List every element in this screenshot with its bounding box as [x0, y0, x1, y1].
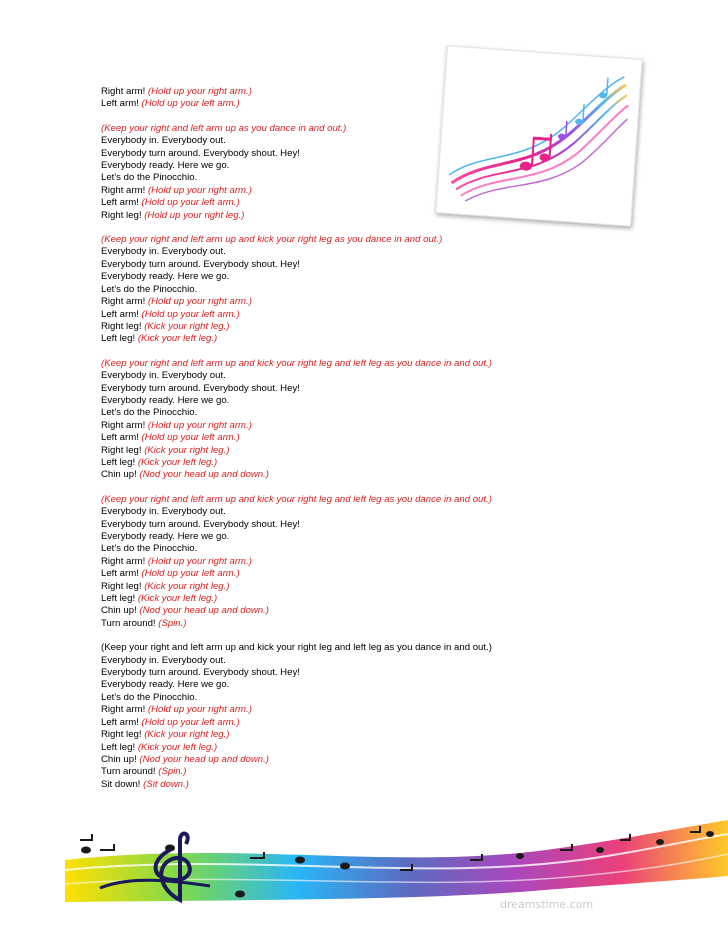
lyric-line [101, 543, 571, 555]
lyric-text: Everybody in. Everybody out. [101, 506, 226, 518]
lyric-line [101, 309, 571, 321]
stanza [101, 494, 571, 630]
action-instruction: (Hold up your right arm.) [147, 184, 252, 196]
lyric-text: Right leg! [101, 320, 145, 332]
lyric-line [101, 742, 571, 754]
lyric-line [101, 531, 571, 543]
lyric-text: Everybody ready. Here we go. [101, 271, 230, 283]
action-instruction: (Kick your left leg.) [137, 333, 218, 345]
action-instruction: (Hold up your left arm.) [141, 716, 240, 728]
lyric-text: Everybody in. Everybody out. [101, 246, 226, 258]
stanza [101, 642, 571, 791]
lyric-line [101, 358, 571, 370]
lyric-line [101, 407, 571, 419]
lyric-line [101, 717, 571, 729]
lyric-line [101, 284, 571, 296]
action-instruction: (Nod your head up and down.) [139, 469, 270, 481]
lyric-line [101, 333, 571, 345]
action-instruction: (Kick your right leg.) [144, 444, 230, 456]
rainbow-music-banner [0, 820, 728, 942]
lyric-line [101, 246, 571, 258]
stanza [101, 234, 571, 346]
lyric-line [101, 704, 571, 716]
action-instruction: (Hold up your left arm.) [141, 432, 240, 444]
action-instruction: (Kick your left leg.) [137, 593, 218, 605]
lyric-line [101, 271, 571, 283]
lyric-line [101, 605, 571, 617]
lyric-text: Left leg! [101, 456, 138, 468]
lyric-line [101, 568, 571, 580]
lyric-text: Left arm! [101, 308, 142, 320]
lyric-text: Sit down! [101, 778, 144, 790]
lyric-line [101, 581, 571, 593]
watermark: dreamstime.com [500, 898, 594, 911]
lyric-line [101, 655, 571, 667]
action-instruction: (Nod your head up and down.) [139, 753, 270, 765]
action-instruction: (Hold up your left arm.) [141, 197, 240, 209]
lyric-text: Everybody in. Everybody out. [101, 370, 226, 382]
action-instruction: (Hold up your left arm.) [141, 308, 240, 320]
lyric-text: Left arm! [101, 568, 142, 580]
lyric-text: Let's do the Pinocchio. [101, 283, 198, 295]
lyric-text: Everybody turn around. Everybody shout. Hey! [101, 147, 300, 159]
lyric-line [101, 766, 571, 778]
lyric-text: Everybody turn around. Everybody shout. Hey! [101, 518, 300, 530]
action-instruction: (Hold up your right arm.) [147, 296, 252, 308]
lyric-text: Let's do the Pinocchio. [101, 407, 198, 419]
lyric-line [101, 593, 571, 605]
lyric-text: Everybody in. Everybody out. [101, 654, 226, 666]
lyric-text: Let's do the Pinocchio. [101, 172, 198, 184]
lyric-text: Left leg! [101, 741, 138, 753]
lyric-text: Right leg! [101, 580, 145, 592]
lyric-text: Right arm! [101, 296, 148, 308]
lyric-line [101, 779, 571, 791]
lyric-text: Left leg! [101, 333, 138, 345]
lyric-line [101, 370, 571, 382]
lyric-line [101, 445, 571, 457]
action-instruction: (Kick your right leg.) [144, 580, 230, 592]
lyric-text: Everybody turn around. Everybody shout. Hey! [101, 258, 300, 270]
lyric-text: Right leg! [101, 444, 145, 456]
lyric-text: Left arm! [101, 98, 142, 110]
lyric-line [101, 556, 571, 568]
lyric-text: Turn around! [101, 766, 159, 778]
action-instruction: (Keep your right and left arm up and kick your right leg and left leg as you dance in and out.) [101, 357, 492, 369]
lyric-line [101, 469, 571, 481]
lyric-text: Everybody ready. Here we go. [101, 160, 230, 172]
lyric-text: Turn around! [101, 617, 159, 629]
lyric-text: Right arm! [101, 86, 148, 97]
action-instruction: (Kick your right leg.) [144, 320, 230, 332]
action-instruction: (Hold up your right arm.) [147, 555, 252, 567]
lyric-line [101, 259, 571, 271]
lyric-line [101, 642, 571, 654]
lyric-text: Left leg! [101, 593, 138, 605]
action-instruction: (Kick your left leg.) [137, 456, 218, 468]
lyric-line [101, 692, 571, 704]
action-instruction: (Hold up your left arm.) [141, 98, 240, 110]
action-instruction: (Keep your right and left arm up and kick your right leg as you dance in and out.) [101, 234, 443, 246]
music-notes-photo [435, 45, 642, 226]
lyric-text: Everybody ready. Here we go. [101, 679, 230, 691]
lyric-text: Right arm! [101, 419, 148, 431]
lyric-line [101, 321, 571, 333]
lyric-line [101, 506, 571, 518]
lyric-text: Let's do the Pinocchio. [101, 691, 198, 703]
lyric-text: Everybody ready. Here we go. [101, 394, 230, 406]
lyric-line [101, 667, 571, 679]
lyric-text: Chin up! [101, 469, 140, 481]
lyric-line [101, 420, 571, 432]
lyric-line [101, 395, 571, 407]
action-instruction: (Hold up your right arm.) [147, 419, 252, 431]
action-instruction: (Hold up your right leg.) [144, 209, 245, 221]
lyric-text: (Keep your right and left arm up and kick your right leg and left leg as you dance in and out.) [101, 642, 492, 654]
action-instruction: (Spin.) [158, 617, 187, 629]
lyric-text: Left arm! [101, 432, 142, 444]
lyric-line [101, 729, 571, 741]
lyric-text: Everybody turn around. Everybody shout. Hey! [101, 382, 300, 394]
lyric-text: Chin up! [101, 605, 140, 617]
action-instruction: (Spin.) [158, 766, 187, 778]
lyric-text: Everybody in. Everybody out. [101, 135, 226, 147]
action-instruction: (Hold up your right arm.) [147, 86, 252, 97]
lyric-text: Let's do the Pinocchio. [101, 543, 198, 555]
action-instruction: (Kick your right leg.) [144, 729, 230, 741]
lyric-text: Left arm! [101, 716, 142, 728]
lyric-text: Everybody ready. Here we go. [101, 531, 230, 542]
action-instruction: (Keep your right and left arm up and kick your right leg and left leg as you dance in and out.) [101, 493, 492, 505]
lyric-text: Right leg! [101, 729, 145, 741]
lyric-text: Chin up! [101, 753, 140, 765]
action-instruction: (Hold up your right arm.) [147, 704, 252, 716]
lyric-line [101, 679, 571, 691]
lyric-line [101, 754, 571, 766]
music-notes-icon [445, 55, 633, 217]
lyric-line [101, 457, 571, 469]
lyric-text: Right arm! [101, 184, 148, 196]
lyric-line [101, 432, 571, 444]
lyric-text: Right leg! [101, 209, 145, 221]
lyric-line [101, 494, 571, 506]
action-instruction: (Sit down.) [143, 778, 189, 790]
lyric-text: Left arm! [101, 197, 142, 209]
lyric-text: Everybody turn around. Everybody shout. Hey! [101, 667, 300, 679]
lyric-line [101, 296, 571, 308]
lyric-line [101, 618, 571, 630]
action-instruction: (Kick your left leg.) [137, 741, 218, 753]
action-instruction: (Keep your right and left arm up as you dance in and out.) [101, 122, 347, 134]
action-instruction: (Hold up your left arm.) [141, 568, 240, 580]
lyric-line [101, 234, 571, 246]
action-instruction: (Nod your head up and down.) [139, 605, 270, 617]
lyric-line [101, 383, 571, 395]
lyric-text: Right arm! [101, 704, 148, 716]
lyric-line [101, 519, 571, 531]
stanza [101, 358, 571, 482]
lyric-text: Right arm! [101, 555, 148, 567]
